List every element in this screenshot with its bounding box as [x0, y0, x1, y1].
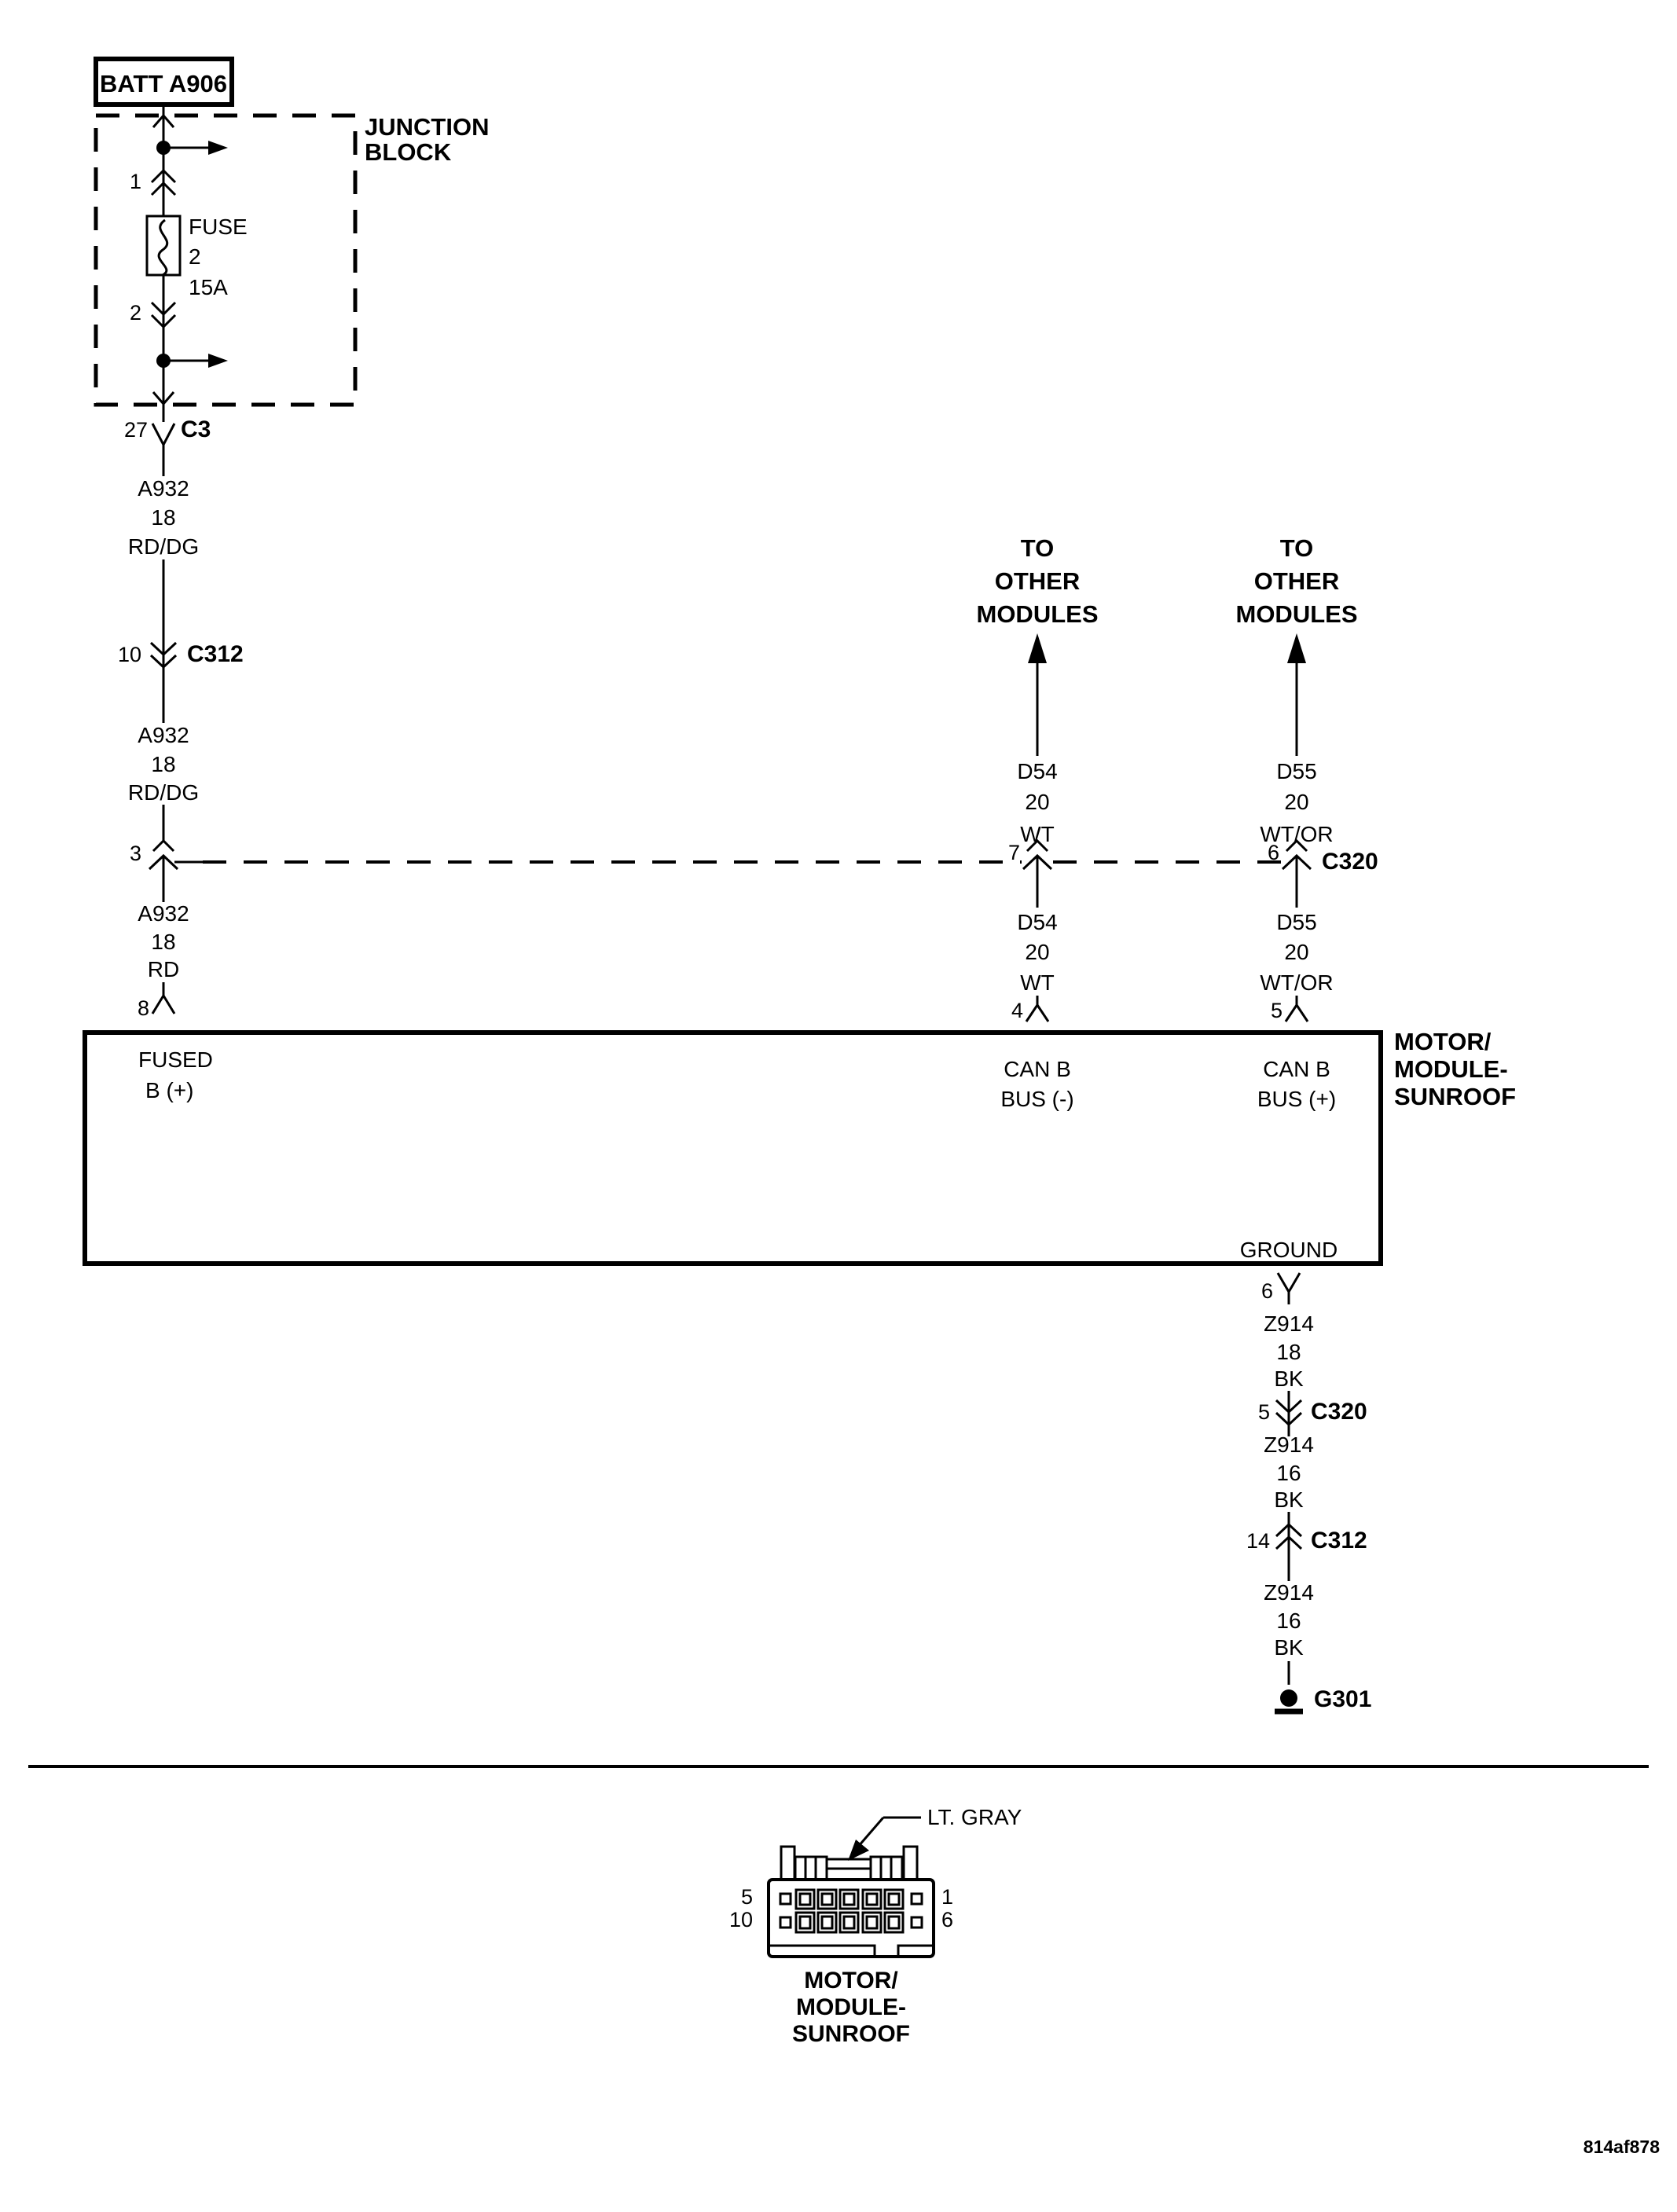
latch-block-left [795, 1857, 827, 1880]
battery-feed-box [96, 59, 232, 105]
connector-c320-pin-7 [1008, 841, 1051, 908]
tom-left-2: OTHER [994, 567, 1081, 595]
connector-c320-pin-6 [1268, 841, 1378, 908]
module-port-can-minus-1: CAN B [1004, 1057, 1071, 1081]
fuse-label: FUSE [189, 215, 248, 239]
wire-label-z914-1 [1264, 1311, 1314, 1391]
wire-color: WT [1020, 970, 1055, 995]
module-pin-8-number: 8 [137, 996, 149, 1020]
wire-color: BK [1274, 1488, 1304, 1512]
wire-gauge: 16 [1276, 1609, 1301, 1633]
wire-label-z914-2 [1264, 1432, 1314, 1512]
c312-power-label: C312 [187, 641, 244, 667]
fuse-pin-top: 1 [129, 170, 141, 193]
module-port-can-plus-1: CAN B [1263, 1057, 1330, 1081]
wire-color: RD/DG [127, 534, 200, 559]
wire-label-d55-upper [1260, 759, 1333, 846]
wire-label-z914-3 [1264, 1580, 1314, 1660]
c320-pin-plus: 6 [1267, 841, 1279, 864]
module-port-ground: GROUND [1239, 1238, 1338, 1262]
color-leader-line-d [858, 1818, 883, 1847]
tom-right-3: MODULES [1235, 600, 1358, 628]
wire-gauge: 16 [1276, 1461, 1301, 1485]
fuse-symbol [147, 216, 180, 275]
c3-socket-symbol [152, 424, 174, 445]
wire-name: Z914 [1264, 1432, 1314, 1457]
connector-c312-ground [1246, 1512, 1367, 1581]
wire-gauge: 18 [151, 505, 176, 530]
wire-color: RD [147, 957, 180, 981]
g301-label: G301 [1314, 1686, 1372, 1712]
sunroof-module-outline [85, 1033, 1381, 1264]
latch-bar-center [827, 1859, 871, 1869]
tom-right-1: TO [1279, 534, 1314, 562]
c312-power-pin: 10 [117, 643, 141, 666]
module-port-fused-2: B (+) [145, 1078, 194, 1102]
c320-power-pin: 3 [129, 842, 141, 865]
connector-c3 [124, 416, 211, 476]
wire-name: Z914 [1264, 1580, 1314, 1605]
wire-color: BK [1274, 1635, 1304, 1660]
module-pin-5 [1271, 996, 1308, 1022]
face-pin-bottom-right: 6 [941, 1908, 954, 1931]
fuse-pin-bottom: 2 [129, 301, 141, 325]
wire-label-a932-1 [128, 476, 199, 559]
branch-arrow-upper-head [208, 141, 228, 155]
face-caption-1: MOTOR/ [804, 1968, 898, 1994]
wire-color: BK [1274, 1366, 1304, 1391]
wire-label-a932-2 [128, 723, 199, 805]
battery-feed-label: BATT A906 [100, 70, 227, 97]
c320-ground-label: C320 [1311, 1399, 1367, 1425]
c3-pin: 27 [123, 418, 148, 442]
wire-gauge: 20 [1025, 940, 1050, 964]
connector-c320-ground [1258, 1391, 1367, 1436]
latch-tab-right [904, 1847, 917, 1880]
c320-bus-label: C320 [1322, 849, 1378, 875]
keyway-right [898, 1946, 932, 1955]
wire-gauge: 18 [151, 930, 176, 954]
module-port-can-plus-2: BUS (+) [1257, 1087, 1337, 1111]
wire-gauge: 20 [1025, 790, 1050, 814]
connector-face-view [729, 1805, 1022, 2047]
junction-block [96, 105, 489, 422]
connector-c312-power [118, 641, 244, 667]
face-caption-2: MODULE- [796, 1994, 906, 2020]
sunroof-module-box [85, 1028, 1516, 1264]
wire-name: D55 [1276, 759, 1317, 783]
tom-left-1: TO [1020, 534, 1055, 562]
module-pin-4 [1011, 996, 1048, 1022]
c320-pin-minus: 7 [1007, 841, 1020, 864]
wire-color: WT [1020, 822, 1055, 846]
module-name-2: MODULE- [1394, 1055, 1508, 1083]
module-pin-4-number: 4 [1011, 999, 1023, 1022]
wire-name: D55 [1276, 910, 1317, 934]
c320-ground-pin: 5 [1257, 1400, 1270, 1424]
to-other-modules-left [977, 534, 1099, 756]
wire-name: A932 [138, 723, 189, 747]
connector-c320-line [130, 841, 1281, 902]
module-name-1: MOTOR/ [1394, 1028, 1492, 1055]
wire-name: D54 [1017, 759, 1058, 783]
ground-g301 [1275, 1661, 1371, 1712]
fuse-number: 2 [189, 244, 201, 269]
latch-tab-left [781, 1847, 794, 1880]
wire-color: WT/OR [1260, 970, 1334, 995]
tom-right-arrowhead [1287, 633, 1306, 663]
connector-color-label: LT. GRAY [927, 1805, 1022, 1829]
module-pin-8 [138, 982, 174, 1020]
wire-gauge: 20 [1284, 940, 1309, 964]
c312-ground-label: C312 [1311, 1528, 1367, 1554]
module-pin-6-number: 6 [1261, 1279, 1273, 1303]
wire-color: RD/DG [127, 780, 200, 805]
tom-right-2: OTHER [1253, 567, 1340, 595]
page-code: 814af878 [1583, 2137, 1660, 2157]
wire-label-d54-lower [1017, 910, 1057, 995]
tom-left-3: MODULES [976, 600, 1099, 628]
module-pin-5-number: 5 [1270, 999, 1283, 1022]
junction-block-title-1: JUNCTION [365, 113, 490, 141]
fuse-rating: 15A [189, 275, 228, 299]
face-pin-bottom-left: 10 [728, 1908, 753, 1931]
junction-block-title-2: BLOCK [365, 138, 452, 166]
latch-block-right [871, 1857, 902, 1880]
wire-label-d54-upper [1017, 759, 1057, 846]
wire-color: WT/OR [1260, 822, 1334, 846]
wire-name: A932 [138, 901, 189, 926]
c3-label: C3 [181, 416, 211, 442]
wire-gauge: 20 [1284, 790, 1309, 814]
module-name-3: SUNROOF [1394, 1083, 1516, 1110]
module-port-can-minus-2: BUS (-) [1000, 1087, 1074, 1111]
wire-name: A932 [138, 476, 189, 501]
module-port-fused-1: FUSED [138, 1047, 213, 1072]
wire-gauge: 18 [151, 752, 176, 776]
wire-label-d55-lower [1260, 910, 1333, 995]
branch-arrow-lower-head [208, 354, 228, 368]
to-other-modules-right [1236, 534, 1358, 756]
wire-name: D54 [1017, 910, 1058, 934]
tom-left-arrowhead [1028, 633, 1047, 663]
color-leader-arrowhead [848, 1840, 869, 1861]
c312-ground-pin: 14 [1246, 1529, 1270, 1553]
ground-symbol-dot [1280, 1689, 1297, 1707]
face-caption-3: SUNROOF [792, 2021, 910, 2047]
wire-label-a932-3 [138, 901, 189, 981]
face-pin-top-left: 5 [740, 1885, 753, 1909]
wire-name: Z914 [1264, 1311, 1314, 1336]
keyway-left [770, 1946, 875, 1955]
face-pin-top-right: 1 [941, 1885, 954, 1909]
module-pin-6-ground [1261, 1273, 1300, 1304]
wire-gauge: 18 [1276, 1340, 1301, 1364]
